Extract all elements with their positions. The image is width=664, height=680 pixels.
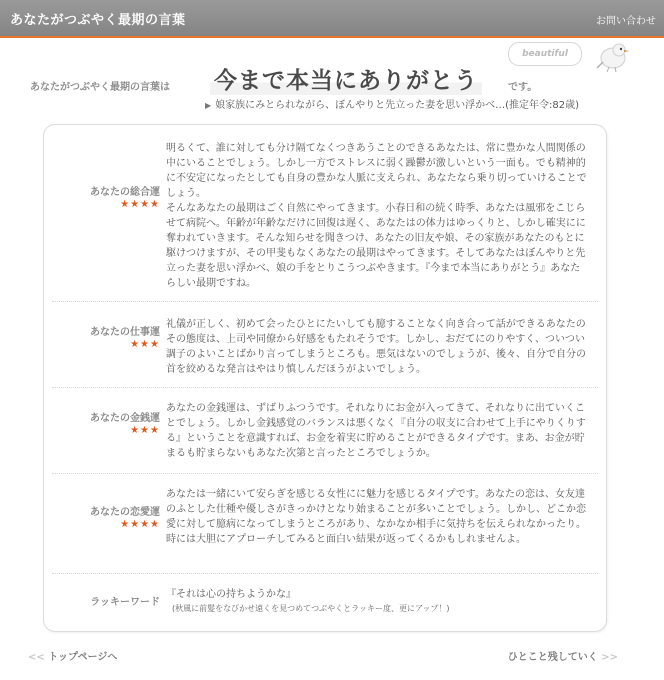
section-divider <box>52 387 598 388</box>
subtitle-text: 娘家族にみとられながら、ぼんやりと先立った妻を思い浮かべ…(推定年令:82歳) <box>215 100 580 111</box>
star-rating: ★★★★ <box>120 519 160 530</box>
double-chevron-right-icon: >> <box>601 652 618 663</box>
section-text: 礼儀が正しく、初めて会ったひとにたいしても臆することなく向き合って話ができるあなたのその態度は、上司や同僚から好感をもたれそうです。しかし、おだてにのりやすく、ついつい調子のよいことばかり言ってしまうところも。悪気はないのでしょうが、後々、自分で自分の首を絞めるな発言はやはり慎しんだほうがよいでしょう。 <box>166 319 586 375</box>
site-header <box>0 0 664 38</box>
section-text: あなたの金銭運は、ずばりふつうです。それなりにお金が入ってきて、それなりに出ていくことでしょう。しかし金銭感覚のバランスは悪くなく『自分の収支に合わせて上手にやりくりする』ということを意識すれば、お金を着実に貯めることができるタイプです。まあ、お金が貯まるも貯まらないもあなた次第と言ったところでしょうか。 <box>166 403 586 459</box>
contact-link[interactable]: お問い合わせ <box>596 16 656 27</box>
site-title: あなたがつぶやく最期の言葉 <box>10 13 186 28</box>
money-fortune-section <box>60 397 590 467</box>
section-label: あなたの金銭運 <box>90 413 160 424</box>
section-label: ラッキーワード <box>90 597 160 608</box>
back-to-top-link[interactable] <box>28 648 117 663</box>
section-divider <box>52 573 598 574</box>
section-text: 明るくて、誰に対しても分け隔てなくつきあうことのできるあなたは、常に豊かな人間関係の中にいることでしょう。しかし一方でストレスに弱く躁鬱が激しいという一面も。でも精神的に不安定になったとしても自身の豊かな人脈に支えられ、あなたなら乗り切っていけることでしょう。 そんなあなたの最期はごく自然にやってきます。小春日和の続く時季、あなたは風邪をこじらせて病院へ。年齢が年齢なだけに回復は遅く、あなたはの体力はゆっくりと、しかし確実にに奪われていきます。そんな知らせを聞きつけ、あなたの旧友や娘、その家族があなたのもとに駆けつけますが、その甲斐もなくあなたの最期はやってきます。そしてあなたはぼんやりと先立った妻を思い浮かべ、娘の手をとりこうつぶやきます。『今まで本当にありがとう』あなたらしい最期ですね。 <box>166 143 587 289</box>
lucky-word-section <box>60 583 590 623</box>
love-fortune-section <box>60 483 590 563</box>
last-words-phrase: 今まで本当にありがとう <box>210 62 482 95</box>
double-chevron-left-icon: << <box>28 652 45 663</box>
result-lead-text: あなたがつぶやく最期の言葉は <box>30 82 170 93</box>
overall-fortune-section <box>60 139 590 289</box>
bird-icon <box>595 40 629 72</box>
back-to-top-label: トップページへ <box>48 652 118 663</box>
section-divider <box>52 473 598 474</box>
lucky-word-text: 『それは心の持ちようかな』 <box>166 589 296 600</box>
lucky-word-note: (秋風に前髪をなびかせ遠くを見つめてつぶやくとラッキー度、更にアップ！) <box>172 604 450 613</box>
section-label: あなたの仕事運 <box>90 327 160 338</box>
star-rating: ★★★★ <box>120 199 160 210</box>
star-rating: ★★★ <box>130 339 160 350</box>
section-divider <box>52 301 598 302</box>
leave-comment-link[interactable] <box>508 648 618 663</box>
star-rating: ★★★ <box>130 425 160 436</box>
section-label: あなたの総合運 <box>90 187 160 198</box>
lucky-word-content <box>166 587 588 615</box>
section-label: あなたの恋愛運 <box>90 507 160 518</box>
leave-comment-label: ひとこと残していく <box>507 652 598 663</box>
result-suffix-text: です。 <box>508 82 538 93</box>
result-subtitle <box>205 96 579 111</box>
triangle-right-icon: ▶ <box>205 101 212 110</box>
fortune-card <box>43 124 607 632</box>
work-fortune-section <box>60 313 590 383</box>
beautiful-speech-bubble: beautiful <box>508 42 582 66</box>
section-text: あなたは一緒にいて安らぎを感じる女性にに魅力を感じるタイプです。あなたの恋は、女友達のふとした仕種や優しさがきっかけとなり始まることが多いことでしょう。しかし、どこか恋愛に対して臆病になってしまうところがあり、なかなか相手に気持ちを伝えられなかったり。時には大胆にアプローチしてみると面白い結果が返ってくるかもしれませんよ。 <box>166 489 586 545</box>
